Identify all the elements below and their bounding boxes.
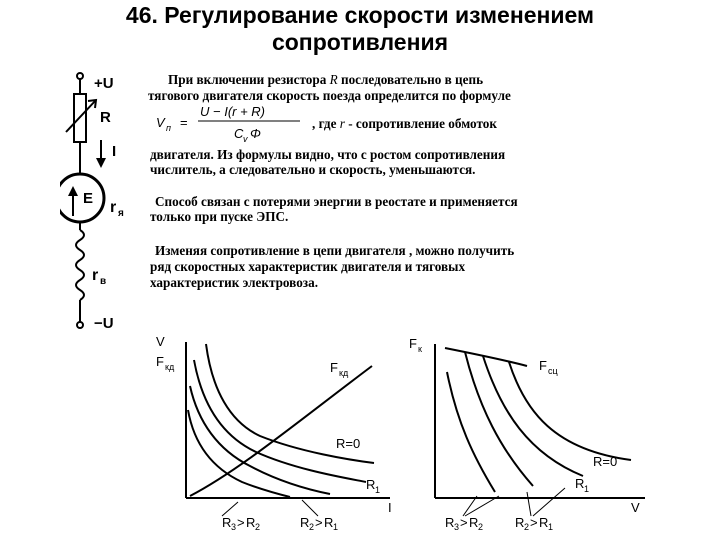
paragraph-2-line-2: только при пуске ЭПС. xyxy=(150,209,289,224)
paragraph-3-line-2: ряд скоростных характеристик двигателя и тяговых xyxy=(150,259,466,274)
p1-var-r: R xyxy=(329,72,338,87)
chart2-x-label: V xyxy=(631,500,640,515)
label-r-v: r xyxy=(92,267,99,284)
paragraph-1-line-2: тягового двигателя скорость поезда определится по формуле xyxy=(148,88,511,103)
chart2-curve-r3 xyxy=(447,372,495,492)
chart1-x-label: I xyxy=(388,500,392,515)
svg-text:>: > xyxy=(237,515,245,530)
chart2-label-r1-sub: 1 xyxy=(584,484,590,494)
formula-lhs-sub: п xyxy=(166,123,171,133)
svg-text:>: > xyxy=(315,515,323,530)
paragraph-1-line-1 xyxy=(168,72,483,87)
label-plus-u: +U xyxy=(94,75,114,92)
label-r: R xyxy=(100,109,111,126)
paragraph-1-line-5: числитель, а следовательно и скорость, уменьшаются. xyxy=(150,162,476,177)
chart1-label-r0: R=0 xyxy=(336,436,361,451)
svg-text:R: R xyxy=(324,515,334,530)
chart1-leader-1 xyxy=(222,502,238,516)
svg-text:2: 2 xyxy=(309,522,315,530)
chart2-label-r: R xyxy=(575,476,585,491)
svg-text:R: R xyxy=(539,515,549,530)
formula-eq: = xyxy=(180,115,188,130)
svg-text:1: 1 xyxy=(548,522,554,530)
motor-armature xyxy=(60,174,104,222)
chart1-y-label-v: V xyxy=(156,334,165,349)
title-line-2: сопротивления xyxy=(271,29,449,55)
speed-characteristics-chart xyxy=(150,330,400,530)
chart1-curve-fkd xyxy=(190,366,372,496)
chart1-relation-r3-r2 xyxy=(222,515,260,530)
p1-var-small-r: r xyxy=(339,116,345,131)
formula-den-sub: v xyxy=(243,134,248,144)
svg-text:>: > xyxy=(460,515,468,530)
svg-text:2: 2 xyxy=(524,522,530,530)
p1-text-a: При включении резистора xyxy=(168,72,327,87)
formula-den-tail: Φ xyxy=(250,126,261,141)
chart2-curve-label-sub: сц xyxy=(548,366,558,376)
svg-text:R: R xyxy=(469,515,479,530)
paragraph-3-line-3: характеристик электровоза. xyxy=(150,275,318,290)
formula-lhs: V xyxy=(156,115,165,130)
label-r-ya-sub: я xyxy=(118,208,124,219)
chart2-leader-2b xyxy=(533,488,565,516)
chart1-leader-2 xyxy=(302,500,318,516)
chart2-y-label-sub: к xyxy=(418,344,422,354)
paragraph-1-line-4: двигателя. Из формулы видно, что с ростом сопротивления xyxy=(150,147,506,162)
chart2-leader-2a xyxy=(527,492,531,516)
label-r-ya: r xyxy=(110,199,117,216)
chart2-curve-r1 xyxy=(483,356,583,476)
paragraph-2-line-1: Способ связан с потерями энергии в реостате и применяется xyxy=(155,194,518,209)
svg-text:R: R xyxy=(515,515,525,530)
chart1-curve-r1 xyxy=(194,360,366,482)
p1-r-desc: - сопротивление обмоток xyxy=(348,116,497,131)
traction-characteristics-chart xyxy=(405,332,660,530)
chart1-y-label-sub: кд xyxy=(165,362,175,372)
svg-text:R: R xyxy=(222,515,232,530)
terminal-top xyxy=(77,73,83,79)
label-r-v-sub: в xyxy=(100,276,107,287)
chart1-relation-r2-r1 xyxy=(300,515,338,530)
p1-text-b: последовательно в цепь xyxy=(340,72,484,87)
svg-text:3: 3 xyxy=(454,522,460,530)
svg-text:>: > xyxy=(530,515,538,530)
chart1-y-label-f: F xyxy=(156,354,164,369)
page-title xyxy=(0,2,720,56)
svg-text:1: 1 xyxy=(333,522,339,530)
chart2-label-r0: R=0 xyxy=(593,454,618,469)
title-line-1: 46. Регулирование скорости изменением xyxy=(125,2,595,28)
p1-where: , где xyxy=(312,116,337,131)
svg-text:2: 2 xyxy=(255,522,261,530)
label-i: I xyxy=(112,143,117,160)
terminal-bottom xyxy=(77,322,83,328)
motor-circuit-diagram xyxy=(60,70,150,335)
label-minus-u: −U xyxy=(94,315,114,332)
chart2-relation-r3-r2 xyxy=(445,515,483,530)
svg-text:2: 2 xyxy=(478,522,484,530)
svg-text:R: R xyxy=(445,515,455,530)
paragraph-1-line-3 xyxy=(312,116,497,131)
paragraph-3-line-1: Изменяя сопротивление в цепи двигателя , можно получить xyxy=(155,243,515,258)
svg-text:R: R xyxy=(300,515,310,530)
formula-numerator: U − I(r + R) xyxy=(200,104,266,119)
chart2-curve-r2 xyxy=(465,352,533,486)
field-winding xyxy=(76,230,84,300)
label-e: E xyxy=(83,190,94,207)
chart2-relation-r2-r1 xyxy=(515,515,553,530)
chart2-y-label-f: F xyxy=(409,336,417,351)
chart1-label-r: R xyxy=(366,477,376,492)
chart2-curve-label-f: F xyxy=(539,358,547,373)
formula-denominator: C xyxy=(234,126,244,141)
chart1-label-r1-sub: 1 xyxy=(375,485,381,495)
chart1-curve-r2 xyxy=(190,386,330,494)
chart1-curve-label-f: F xyxy=(330,360,338,375)
chart1-curve-label-sub: кд xyxy=(339,368,349,378)
svg-text:R: R xyxy=(246,515,256,530)
chart2-curve-r0 xyxy=(509,362,631,460)
svg-text:3: 3 xyxy=(231,522,237,530)
